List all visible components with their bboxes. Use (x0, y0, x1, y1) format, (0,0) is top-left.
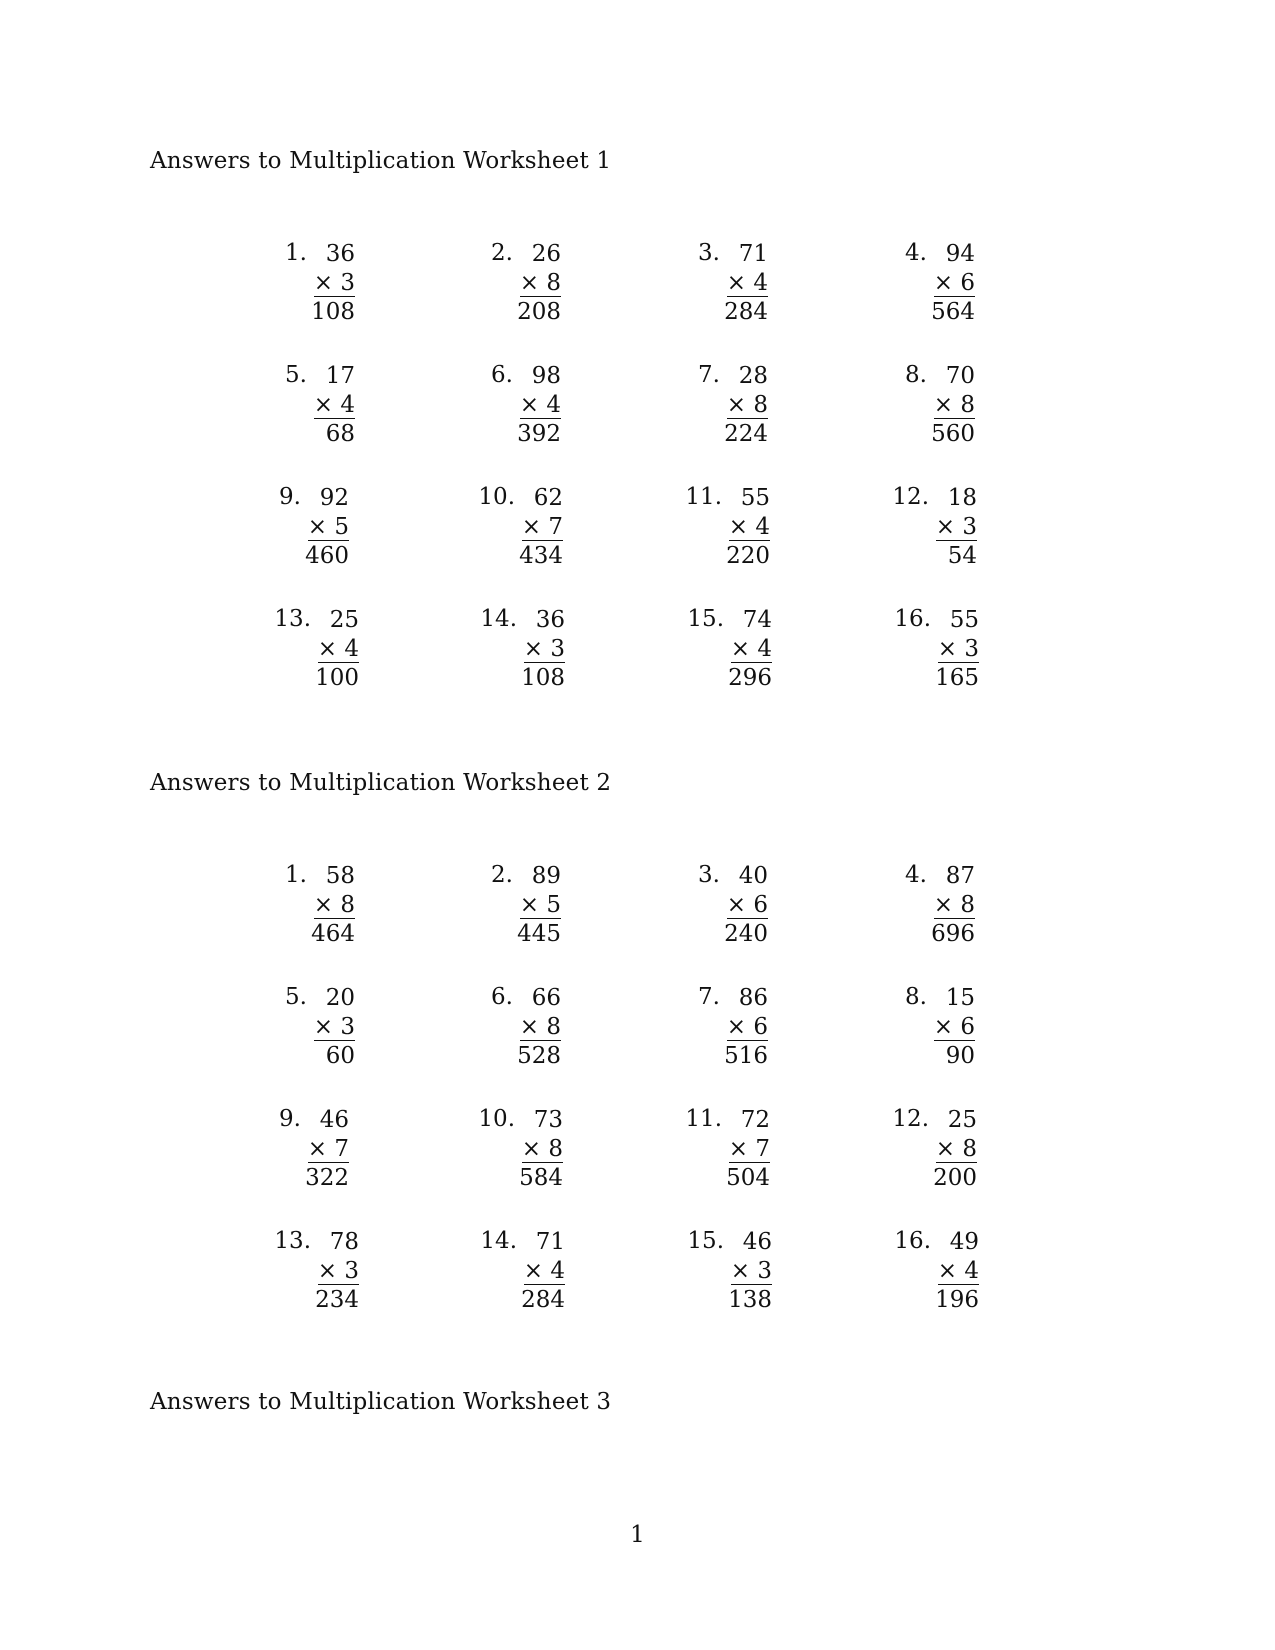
problem-number: 9. (279, 484, 301, 510)
multiplier: 6 (960, 270, 975, 296)
multiplier: 3 (962, 514, 977, 540)
multiplicand: 89 (531, 863, 561, 889)
multiplier: 3 (550, 636, 565, 662)
problem-number: 1. (285, 862, 307, 888)
multiplier-line (318, 1258, 359, 1285)
times-sign: × (726, 1014, 747, 1040)
problem-number: 10. (478, 1106, 515, 1132)
multiplier: 7 (334, 1136, 349, 1162)
multiplier-line (934, 892, 975, 919)
multiplier-line (727, 892, 768, 919)
multiplier-line (938, 636, 979, 663)
multiplicand: 66 (531, 985, 561, 1011)
multiplier: 4 (546, 392, 561, 418)
multiplicand: 55 (740, 485, 770, 511)
product-answer: 100 (315, 665, 359, 691)
multiplier: 8 (548, 1136, 563, 1162)
multiplier-line (314, 1014, 355, 1041)
multiplier-line (727, 392, 768, 419)
problem-number: 11. (685, 484, 722, 510)
problem-number: 4. (905, 240, 927, 266)
section-heading: Answers to Multiplication Worksheet 2 (150, 770, 612, 796)
multiplier-line (314, 270, 355, 297)
multiplier: 3 (340, 1014, 355, 1040)
problem-number: 8. (905, 362, 927, 388)
multiplier: 8 (546, 270, 561, 296)
multiplicand: 17 (325, 363, 355, 389)
product-answer: 284 (724, 299, 768, 325)
times-sign: × (726, 392, 747, 418)
multiplier: 3 (344, 1258, 359, 1284)
times-sign: × (519, 392, 540, 418)
multiplicand: 71 (535, 1229, 565, 1255)
problem-number: 15. (687, 1228, 724, 1254)
product-answer: 504 (726, 1165, 770, 1191)
times-sign: × (313, 892, 334, 918)
times-sign: × (937, 636, 958, 662)
problem-number: 2. (491, 240, 513, 266)
times-sign: × (521, 514, 542, 540)
product-answer: 108 (521, 665, 565, 691)
problem-number: 12. (892, 1106, 929, 1132)
multiplicand: 49 (949, 1229, 979, 1255)
times-sign: × (519, 892, 540, 918)
multiplicand: 92 (319, 485, 349, 511)
product-answer: 560 (931, 421, 975, 447)
multiplier: 3 (757, 1258, 772, 1284)
multiplier-line (314, 892, 355, 919)
problem-number: 10. (478, 484, 515, 510)
product-answer: 434 (519, 543, 563, 569)
multiplier-line (727, 270, 768, 297)
product-answer: 696 (931, 921, 975, 947)
multiplier-line (938, 1258, 979, 1285)
multiplier-line (522, 514, 563, 541)
multiplier: 4 (344, 636, 359, 662)
multiplicand: 28 (738, 363, 768, 389)
problem-number: 14. (480, 606, 517, 632)
multiplier-line (522, 1136, 563, 1163)
problem-number: 1. (285, 240, 307, 266)
problem-number: 11. (685, 1106, 722, 1132)
multiplier-line (934, 270, 975, 297)
multiplicand: 58 (325, 863, 355, 889)
multiplicand: 86 (738, 985, 768, 1011)
multiplier: 4 (340, 392, 355, 418)
times-sign: × (307, 1136, 328, 1162)
multiplicand: 72 (740, 1107, 770, 1133)
multiplier-line (729, 1136, 770, 1163)
multiplicand: 46 (319, 1107, 349, 1133)
multiplier: 8 (962, 1136, 977, 1162)
problem-number: 14. (480, 1228, 517, 1254)
problem-number: 7. (698, 362, 720, 388)
product-answer: 322 (305, 1165, 349, 1191)
multiplier: 3 (340, 270, 355, 296)
times-sign: × (317, 636, 338, 662)
times-sign: × (933, 270, 954, 296)
times-sign: × (521, 1136, 542, 1162)
times-sign: × (728, 514, 749, 540)
section-heading: Answers to Multiplication Worksheet 1 (150, 148, 612, 174)
problem-number: 8. (905, 984, 927, 1010)
multiplier-line (308, 1136, 349, 1163)
times-sign: × (937, 1258, 958, 1284)
multiplier: 8 (960, 892, 975, 918)
problem-number: 16. (894, 1228, 931, 1254)
problem-number: 7. (698, 984, 720, 1010)
multiplicand: 40 (738, 863, 768, 889)
product-answer: 584 (519, 1165, 563, 1191)
multiplicand: 15 (945, 985, 975, 1011)
multiplier: 8 (960, 392, 975, 418)
multiplier: 5 (546, 892, 561, 918)
times-sign: × (728, 1136, 749, 1162)
product-answer: 234 (315, 1287, 359, 1313)
product-answer: 240 (724, 921, 768, 947)
problem-number: 2. (491, 862, 513, 888)
multiplicand: 20 (325, 985, 355, 1011)
multiplicand: 26 (531, 241, 561, 267)
product-answer: 90 (945, 1043, 975, 1069)
multiplicand: 70 (945, 363, 975, 389)
times-sign: × (523, 1258, 544, 1284)
multiplier-line (934, 392, 975, 419)
multiplicand: 78 (329, 1229, 359, 1255)
times-sign: × (933, 1014, 954, 1040)
multiplicand: 73 (533, 1107, 563, 1133)
times-sign: × (726, 892, 747, 918)
multiplier-line (934, 1014, 975, 1041)
problem-number: 9. (279, 1106, 301, 1132)
times-sign: × (313, 270, 334, 296)
multiplier-line (524, 636, 565, 663)
page-number: 1 (630, 1522, 645, 1548)
product-answer: 516 (724, 1043, 768, 1069)
multiplier-line (520, 392, 561, 419)
multiplier-line (520, 270, 561, 297)
product-answer: 528 (517, 1043, 561, 1069)
problem-number: 3. (698, 862, 720, 888)
problem-number: 6. (491, 984, 513, 1010)
problem-number: 15. (687, 606, 724, 632)
times-sign: × (317, 1258, 338, 1284)
multiplier-line (731, 1258, 772, 1285)
problem-number: 12. (892, 484, 929, 510)
product-answer: 464 (311, 921, 355, 947)
times-sign: × (726, 270, 747, 296)
times-sign: × (935, 514, 956, 540)
multiplier-line (524, 1258, 565, 1285)
multiplier: 3 (964, 636, 979, 662)
product-answer: 60 (325, 1043, 355, 1069)
problem-number: 13. (274, 606, 311, 632)
multiplicand: 25 (329, 607, 359, 633)
multiplicand: 36 (535, 607, 565, 633)
times-sign: × (313, 1014, 334, 1040)
product-answer: 138 (728, 1287, 772, 1313)
product-answer: 200 (933, 1165, 977, 1191)
product-answer: 165 (935, 665, 979, 691)
multiplier: 8 (753, 392, 768, 418)
multiplier: 6 (753, 892, 768, 918)
multiplicand: 62 (533, 485, 563, 511)
multiplier: 8 (546, 1014, 561, 1040)
multiplier-line (731, 636, 772, 663)
times-sign: × (519, 270, 540, 296)
multiplicand: 18 (947, 485, 977, 511)
multiplier: 4 (755, 514, 770, 540)
times-sign: × (933, 892, 954, 918)
problem-number: 6. (491, 362, 513, 388)
problem-number: 4. (905, 862, 927, 888)
problem-number: 16. (894, 606, 931, 632)
problem-number: 5. (285, 984, 307, 1010)
multiplier: 8 (340, 892, 355, 918)
multiplicand: 71 (738, 241, 768, 267)
product-answer: 68 (325, 421, 355, 447)
product-answer: 208 (517, 299, 561, 325)
product-answer: 224 (724, 421, 768, 447)
multiplier: 4 (550, 1258, 565, 1284)
multiplicand: 87 (945, 863, 975, 889)
product-answer: 564 (931, 299, 975, 325)
times-sign: × (313, 392, 334, 418)
multiplicand: 74 (742, 607, 772, 633)
multiplier-line (520, 1014, 561, 1041)
multiplier-line (520, 892, 561, 919)
section-heading: Answers to Multiplication Worksheet 3 (150, 1389, 612, 1415)
product-answer: 220 (726, 543, 770, 569)
multiplier-line (729, 514, 770, 541)
multiplier: 7 (548, 514, 563, 540)
times-sign: × (933, 392, 954, 418)
times-sign: × (523, 636, 544, 662)
multiplier-line (308, 514, 349, 541)
multiplicand: 98 (531, 363, 561, 389)
product-answer: 284 (521, 1287, 565, 1313)
problem-number: 13. (274, 1228, 311, 1254)
multiplier-line (936, 1136, 977, 1163)
multiplier-line (936, 514, 977, 541)
multiplier: 6 (960, 1014, 975, 1040)
multiplicand: 36 (325, 241, 355, 267)
multiplicand: 46 (742, 1229, 772, 1255)
times-sign: × (730, 1258, 751, 1284)
problem-number: 5. (285, 362, 307, 388)
multiplicand: 25 (947, 1107, 977, 1133)
problem-number: 3. (698, 240, 720, 266)
multiplier-line (727, 1014, 768, 1041)
multiplier-line (314, 392, 355, 419)
product-answer: 108 (311, 299, 355, 325)
multiplier: 4 (753, 270, 768, 296)
multiplier: 4 (757, 636, 772, 662)
product-answer: 460 (305, 543, 349, 569)
multiplier: 4 (964, 1258, 979, 1284)
multiplicand: 55 (949, 607, 979, 633)
multiplier-line (318, 636, 359, 663)
multiplier: 6 (753, 1014, 768, 1040)
product-answer: 54 (947, 543, 977, 569)
product-answer: 445 (517, 921, 561, 947)
times-sign: × (519, 1014, 540, 1040)
times-sign: × (730, 636, 751, 662)
times-sign: × (307, 514, 328, 540)
times-sign: × (935, 1136, 956, 1162)
multiplier: 7 (755, 1136, 770, 1162)
multiplier: 5 (334, 514, 349, 540)
product-answer: 296 (728, 665, 772, 691)
product-answer: 392 (517, 421, 561, 447)
product-answer: 196 (935, 1287, 979, 1313)
multiplicand: 94 (945, 241, 975, 267)
